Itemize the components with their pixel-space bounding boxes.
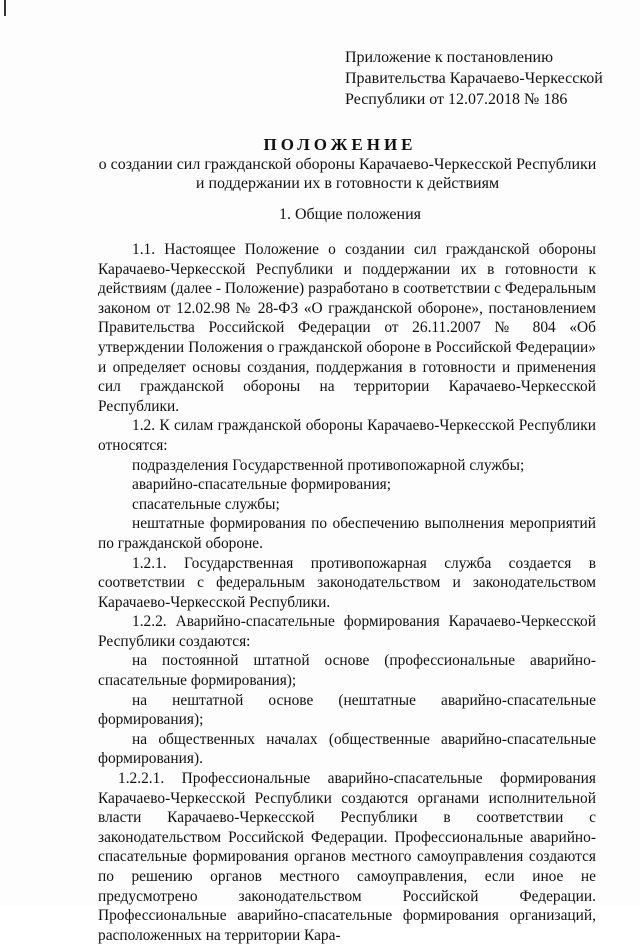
approval-header-line: Правительства Карачаево-Черкесской <box>345 70 603 87</box>
list-item: нештатные формирования по обеспечению выполнения мероприятий по гражданской обороне. <box>98 515 596 552</box>
approval-header-line: Республики от 12.07.2018 № 186 <box>345 91 568 108</box>
section-heading: 1. Общие положения <box>278 206 422 223</box>
list-item: на нештатной основе (нештатные аварийно-спасательные формирования); <box>98 691 596 729</box>
paragraph: 1.1. Настоящее Положение о создании сил гражданской обороны Карачаево-Черкесской Республики и поддержании их в готовности к действиям (далее - Положение) разработано в соответствии с Федеральным законом от 12.02.98 № 28-ФЗ «О гражданской обороне», постановлением Правительства Российской Федерации от 26.11.2007 № 804 «Об утверждении Положения о гражданской обороне в Российской Федерации» и определяет основы создания, поддержания в готовности и применения сил гражданской обороны на территории Карачаево-Черкесской Республики. <box>98 241 596 415</box>
paragraph: 1.2.2. Аварийно-спасательные формирования Карачаево-Черкесской Республики создаются: <box>98 613 596 650</box>
list-item: подразделения Государственной противопожарной службы; <box>132 456 525 474</box>
paragraph: 1.2.2.1. Профессиональные аварийно-спасательные формирования Карачаево-Черкесской Республики создаются органами исполнительной власти Карачаево-Черкесской Республики в соответствии с законодательством Российской Федерации. Профессиональные аварийно-спасательные формирования органов местного самоуправления создаются по решению органов местного самоуправления, если иное не предусмотрено законодательством Российской Федерации. Профессиональные аварийно-спасательные формирования организаций, расположенных на территории Кара- <box>98 770 596 944</box>
list-item: аварийно-спасательные формирования; <box>132 476 392 494</box>
document-body <box>98 240 596 945</box>
list-item: на общественных началах (общественные аварийно-спасательные формирования). <box>98 730 596 768</box>
scan-margin-mark <box>4 0 6 16</box>
list-item: на постоянной штатной основе (профессиональные аварийно-спасательные формирования); <box>98 652 596 690</box>
document-subtitle: и поддержании их в готовности к действиям <box>195 175 500 192</box>
list-item: спасательные службы; <box>132 495 280 513</box>
approval-header <box>345 47 625 110</box>
paragraph: 1.2. К силам гражданской обороны Карачаево-Черкесской Республики относятся: <box>98 417 596 454</box>
approval-header-line: Приложение к постановлению <box>345 49 554 66</box>
document-title-block <box>0 135 640 193</box>
document-subtitle: о создании сил гражданской обороны Карачаево-Черкесской Республики <box>98 156 597 173</box>
paragraph: 1.2.1. Государственная противопожарная служба создается в соответствии с федеральным законодательством и законодательством Карачаево-Черкесской Республики. <box>98 554 596 611</box>
document-title: ПОЛОЖЕНИЕ <box>263 135 417 154</box>
